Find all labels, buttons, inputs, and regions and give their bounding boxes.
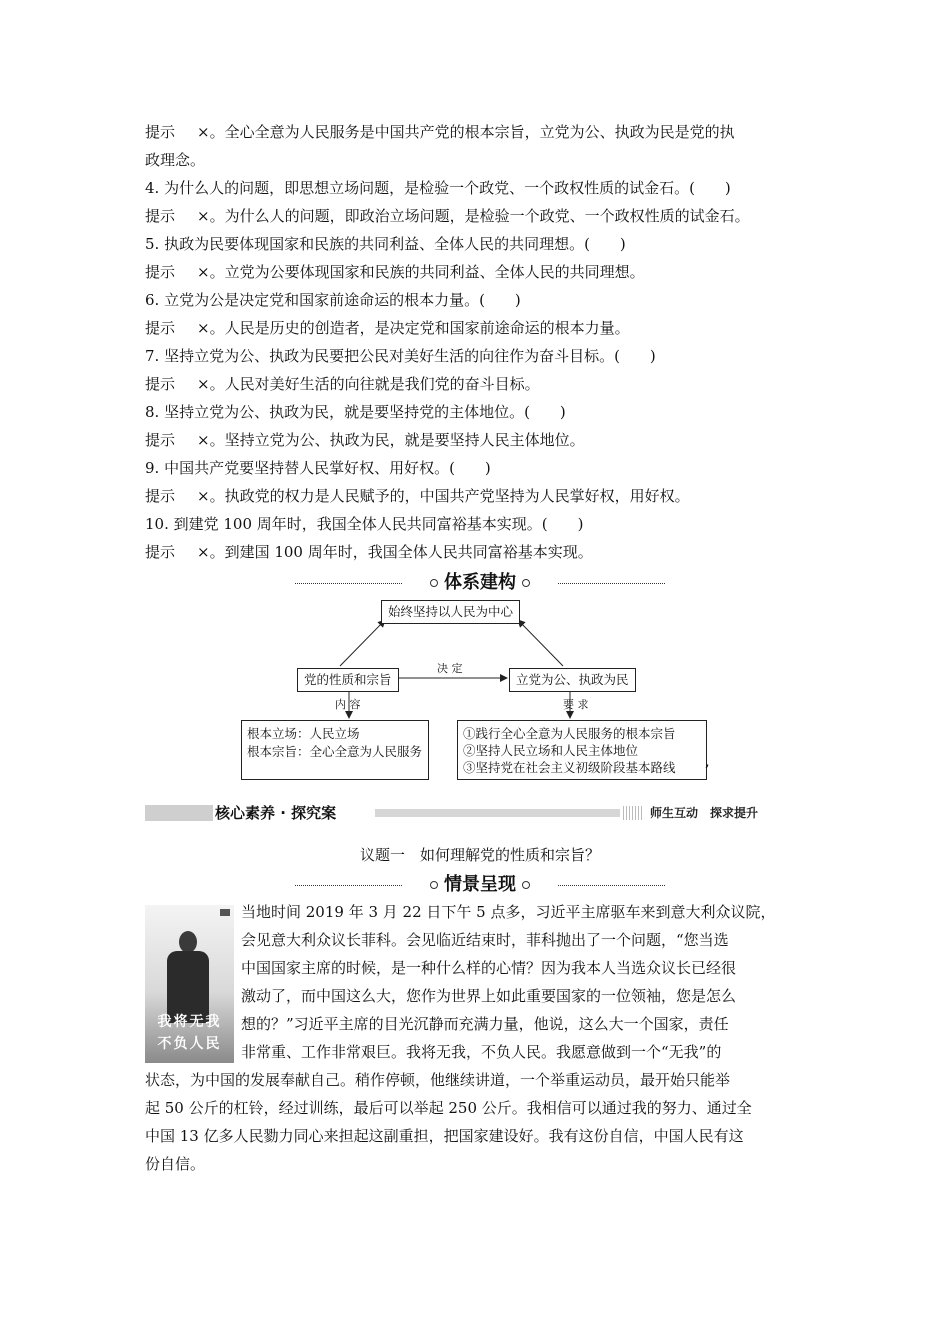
banner-stripes xyxy=(623,806,643,820)
answer-8: 提示 ×。坚持立党为公、执政为民，就是要坚持人民主体地位。 xyxy=(145,431,585,449)
answer-5: 提示 ×。立党为公要体现国家和民族的共同利益、全体人民的共同理想。 xyxy=(145,263,645,281)
arrow-right-to-top xyxy=(518,620,563,666)
tip-label: 提示 xyxy=(145,123,176,141)
question-8: 8. 坚持立党为公、执政为民，就是要坚持党的主体地位。( ) xyxy=(145,403,566,421)
story-text: 当地时间 2019 年 3 月 22 日下午 5 点多，习近平主席驱车来到意大利众议院， 会见意大利众议长菲科。会见临近结束时，菲科抛出了一个问题，“您当选 中国国家主席的时候，是一种什么样的心情？因为我本人当选众议长已经很 激动了，而中国这么大，您作为世界上如此重要国家的一位领袖，您是怎么 想的？”习近平主席的目光沉静而充满力量，他说，这么大一个国家，责任 非常重、工作非常艰巨。我将无我，不负人民。我愿意做到一个“无我”的 状态，为中国的发展奉献自己。稍作停顿，他继续讲道，一个举重运动员，最开始只能举 起 50 公斤的杠铃，经过训练，最后可以举起 250 公斤。我相信可以通过我的努力、通过全 中国 13 亿多人民勠力同心来担起这副重担，把国家建设好。我有这份自信，中国人民有这 份自信。 xyxy=(145,903,776,1173)
section-banner xyxy=(145,803,815,823)
question-4: 4. 为什么人的问题，即思想立场问题，是检验一个政党、一个政权性质的试金石。( ) xyxy=(145,179,731,197)
arrow-left-to-top xyxy=(340,620,385,666)
answer-6: 提示 ×。人民是历史的创造者，是决定党和国家前途命运的根本力量。 xyxy=(145,319,630,337)
diagram-left-detail: 根本立场：人民立场 根本宗旨：全心全意为人民服务 xyxy=(241,720,429,780)
answer-7: 提示 ×。人民对美好生活的向往就是我们党的奋斗目标。 xyxy=(145,375,540,393)
section-title: 情景呈现 xyxy=(444,874,516,895)
label-content: 内 容 xyxy=(335,698,361,711)
photo-caption: 我将无我 不负人民 xyxy=(157,1014,222,1052)
question-10: 10. 到建党 100 周年时，我国全体人民共同富裕基本实现。( ) xyxy=(145,515,584,533)
section-header-system xyxy=(145,568,815,598)
story-block xyxy=(145,898,815,1178)
question-5: 5. 执政为民要体现国家和民族的共同利益、全体人民的共同理想。( ) xyxy=(145,235,626,253)
bullet-icon xyxy=(430,881,438,889)
topic-heading: 议题一 如何理解党的性质和宗旨？ xyxy=(359,846,600,864)
question-9: 9. 中国共产党要坚持替人民掌好权、用好权。( ) xyxy=(145,459,491,477)
portrait-image xyxy=(145,905,234,1063)
answer-10: 提示 ×。到建国 100 周年时，我国全体人民共同富裕基本实现。 xyxy=(145,543,593,561)
answer-line-cont: 政理念。 xyxy=(145,151,206,169)
answer-4: 提示 ×。为什么人的问题，即政治立场问题，是检验一个政党、一个政权性质的试金石。 xyxy=(145,207,750,225)
label-decide: 决 定 xyxy=(437,662,463,675)
label-require: 要 求 xyxy=(563,698,589,711)
question-6: 6. 立党为公是决定党和国家前途命运的根本力量。( ) xyxy=(145,291,521,309)
banner-bar xyxy=(145,805,213,821)
banner-title: 核心素养 · 探究案 xyxy=(215,804,337,822)
question-7: 7. 坚持立党为公、执政为民要把公民对美好生活的向往作为奋斗目标。( ) xyxy=(145,347,656,365)
bullet-icon xyxy=(522,579,530,587)
banner-bar xyxy=(375,809,620,817)
bullet-icon xyxy=(522,881,530,889)
logo-icon xyxy=(220,909,230,916)
trailing-comma: , xyxy=(705,752,710,770)
diagram-top-box: 始终坚持以人民为中心 xyxy=(381,600,520,624)
banner-right-label: 师生互动 探求提升 xyxy=(650,806,759,820)
diagram-right-box: 立党为公、执政为民 xyxy=(509,668,636,692)
diagram-left-box: 党的性质和宗旨 xyxy=(297,668,399,692)
diagram-right-detail: ①践行全心全意为人民服务的根本宗旨 ②坚持人民立场和人民主体地位 ③坚持党在社会主义初级阶段基本路线 xyxy=(457,720,707,780)
exercise-list xyxy=(145,118,815,787)
section-title: 体系建构 xyxy=(444,572,516,593)
concept-diagram xyxy=(145,602,815,787)
bullet-icon xyxy=(430,579,438,587)
answer-line: 提示 ×。全心全意为人民服务是中国共产党的根本宗旨，立党为公、执政为民是党的执 xyxy=(145,118,815,146)
answer-9: 提示 ×。执政党的权力是人民赋予的，中国共产党坚持为人民掌好权，用好权。 xyxy=(145,487,690,505)
